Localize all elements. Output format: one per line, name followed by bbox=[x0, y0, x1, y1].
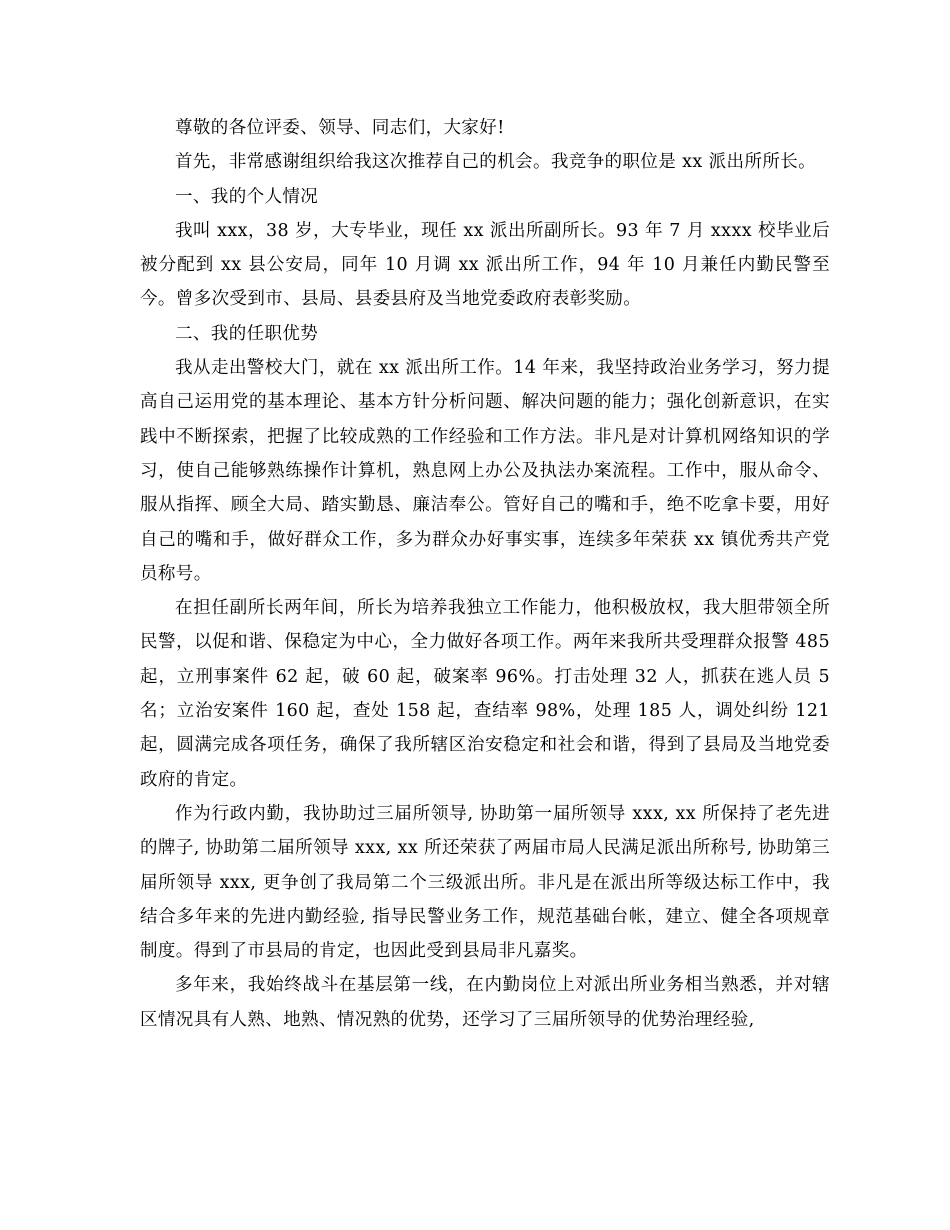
personal-info-paragraph: 我叫 xxx，38 岁，大专毕业，现任 xx 派出所副所长。93 年 7 月 xxxx 校毕业后被分配到 xx 县公安局，同年 10 月调 xx 派出所工作，94 年 10 月兼任内勤民警至今。曾多次受到市、县局、县委县府及当地党委政府表彰奖励。 bbox=[140, 220, 830, 310]
section-heading-personal: 一、我的个人情况 bbox=[175, 186, 319, 207]
frontline-paragraph: 多年来，我始终战斗在基层第一线，在内勤岗位上对派出所业务相当熟悉，并对辖区情况具有人熟、地熟、情况熟的优势，还学习了三届所领导的优势治理经验, bbox=[140, 975, 830, 1030]
greeting-paragraph: 尊敬的各位评委、领导、同志们，大家好! bbox=[175, 118, 505, 138]
section-heading-advantages: 二、我的任职优势 bbox=[175, 323, 319, 344]
advantages-paragraph: 我从走出警校大门，就在 xx 派出所工作。14 年来，我坚持政治业务学习，努力提高自己运用党的基本理论、基本方针分析问题、解决问题的能力；强化创新意识，在实践中不断探索，把握了比较成熟的工作经验和工作方法。非凡是对计算机网络知识的学习，使自己能够熟练操作计算机，熟息网上办公及执法办案流程。工作中，服从命令、服从指挥、顾全大局、踏实勤恳、廉洁奉公。管好自己的嘴和手，绝不吃拿卡要，用好自己的嘴和手，做好群众工作，多为群众办好事实事，连续多年荣获 xx 镇优秀共产党员称号。 bbox=[140, 358, 830, 584]
admin-work-paragraph: 作为行政内勤，我协助过三届所领导, 协助第一届所领导 xxx, xx 所保持了老先进的牌子, 协助第二届所领导 xxx, xx 所还荣获了两届市局人民满足派出所称号, 协助第三届所领导 xxx, 更争创了我局第二个三级派出所。非凡是在派出所等级达标工作中，我结合多年来的先进内勤经验, 指导民警业务工作，规范基础台帐，建立、健全各项规章制度。得到了市县局的肯定，也因此受到县局非凡嘉奖。 bbox=[140, 803, 830, 962]
intro-paragraph: 首先，非常感谢组织给我这次推荐自己的机会。我竞争的职位是 xx 派出所所长。 bbox=[175, 152, 817, 173]
document-body bbox=[140, 111, 830, 1037]
deputy-work-paragraph: 在担任副所长两年间，所长为培养我独立工作能力，他积极放权，我大胆带领全所民警，以促和谐、保稳定为中心，全力做好各项工作。两年来我所共受理群众报警 485 起，立刑事案件 62 起，破 60 起，破案率 96%。打击处理 32 人，抓获在逃人员 5 名；立治安案件 160 起，查处 158 起，查结率 98%，处理 185 人，调处纠纷 121 起，圆满完成各项任务，确保了我所辖区治安稳定和社会和谐，得到了县局及当地党委政府的肯定。 bbox=[140, 598, 830, 790]
